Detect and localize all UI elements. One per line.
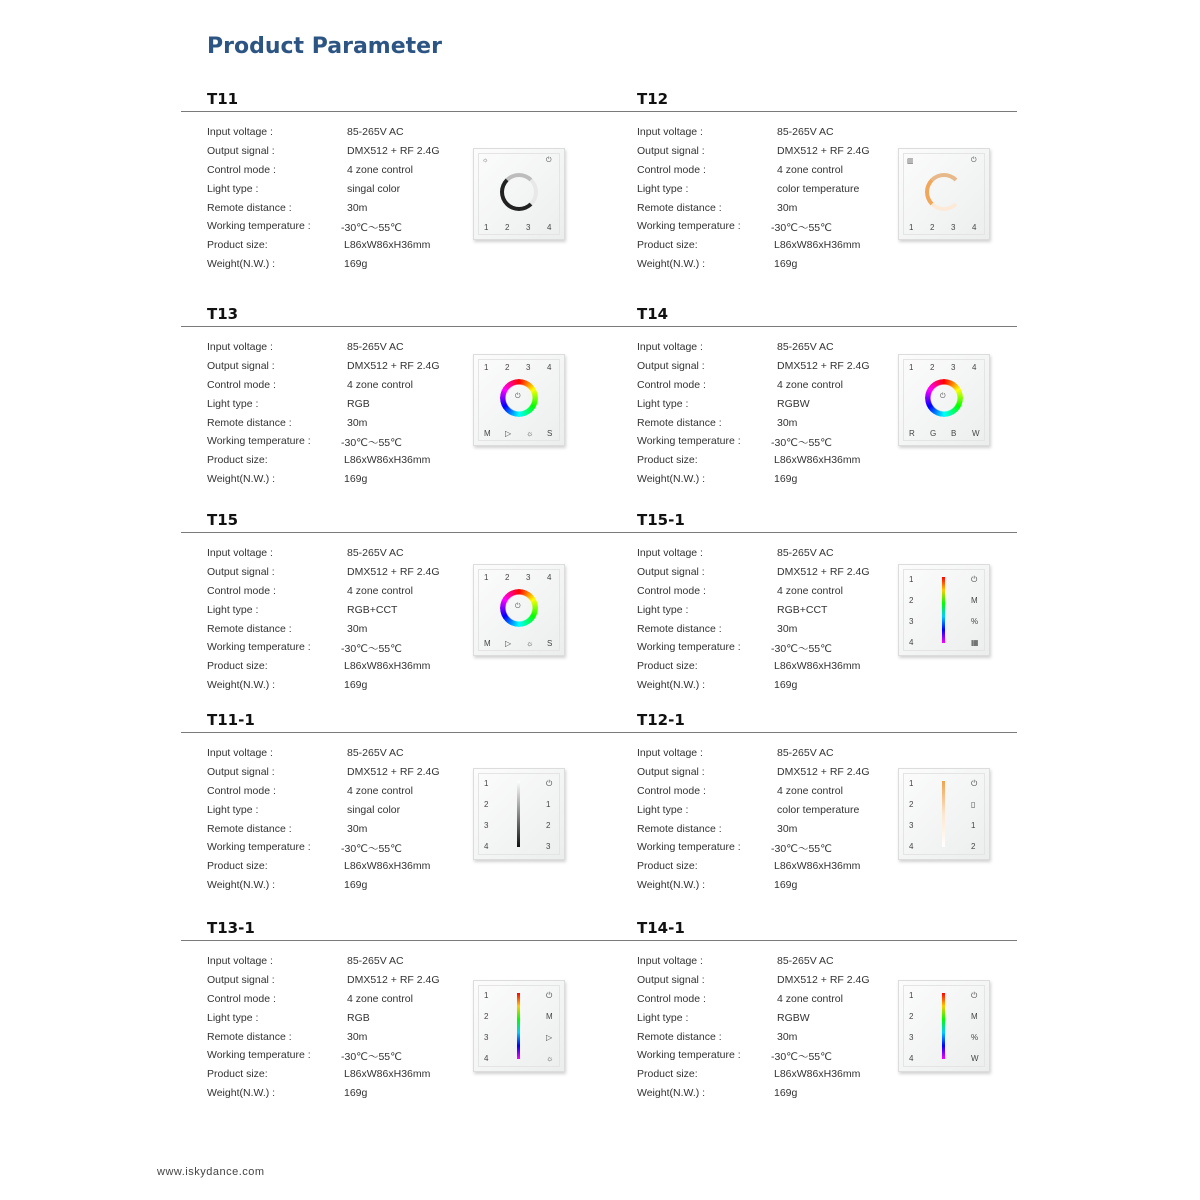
spec-value: 4 zone control [347, 784, 413, 797]
panel-key-label: 1 [971, 821, 976, 830]
spec-value: 4 zone control [777, 992, 843, 1005]
spec-label: Working temperature : [637, 220, 741, 233]
spec-label: Control mode : [207, 992, 276, 1005]
product-model: T14-1 [637, 919, 685, 937]
spec-value: 169g [774, 879, 798, 892]
spec-label: Output signal : [207, 765, 275, 778]
spec-value: L86xW86xH36mm [774, 454, 861, 467]
spec-label: Input voltage : [207, 747, 273, 759]
touch-panel-image [898, 148, 990, 240]
section-divider [611, 732, 1017, 733]
spec-value: L86xW86xH36mm [344, 239, 431, 252]
panel-key-label: 2 [930, 363, 935, 372]
section-divider [181, 532, 611, 533]
spec-label: Working temperature : [637, 435, 741, 448]
spec-label: Output signal : [207, 359, 275, 372]
panel-key-label: 2 [484, 800, 489, 809]
panel-key-label: 4 [972, 223, 977, 232]
slider-bar [517, 993, 520, 1059]
slider-bar [942, 577, 945, 643]
panel-key-label: 1 [909, 991, 914, 1000]
panel-key-label: ▦ [971, 638, 979, 647]
panel-key-label: 1 [909, 575, 914, 584]
panel-key-label: S [547, 429, 553, 438]
spec-label: Remote distance : [637, 1030, 722, 1043]
power-icon: ⏻ [515, 603, 521, 610]
color-wheel-ring [500, 173, 538, 211]
spec-label: Working temperature : [207, 1049, 311, 1062]
spec-label: Remote distance : [207, 622, 292, 635]
panel-key-label: 2 [505, 223, 510, 232]
spec-value: L86xW86xH36mm [344, 860, 431, 873]
spec-value: DMX512 + RF 2.4G [347, 144, 440, 157]
panel-key-label: 2 [546, 821, 551, 830]
spec-label: Control mode : [207, 584, 276, 597]
spec-label: Weight(N.W.) : [637, 679, 706, 692]
panel-key-label: ☼ [526, 429, 534, 438]
spec-label: Light type : [637, 1011, 689, 1024]
product-model: T13-1 [207, 919, 255, 937]
panel-key-label: W [972, 429, 980, 438]
spec-label: Remote distance : [207, 822, 292, 835]
page-title: Product Parameter [207, 34, 442, 59]
spec-value: 85-265V AC [777, 126, 834, 138]
spec-value: 30m [347, 1030, 368, 1043]
spec-value: 4 zone control [777, 378, 843, 391]
spec-label: Input voltage : [637, 955, 703, 967]
touch-panel-image [898, 768, 990, 860]
spec-value: 4 zone control [347, 163, 413, 176]
spec-label: Product size: [637, 454, 698, 467]
spec-label: Output signal : [637, 144, 705, 157]
spec-value: DMX512 + RF 2.4G [777, 359, 870, 372]
spec-value: 30m [347, 822, 368, 835]
panel-key-label: 4 [484, 1054, 489, 1063]
panel-key-label: 3 [909, 617, 914, 626]
spec-value: L86xW86xH36mm [774, 860, 861, 873]
spec-label: Control mode : [207, 378, 276, 391]
spec-label: Remote distance : [637, 416, 722, 429]
spec-value: 85-265V AC [347, 955, 404, 967]
spec-label: Light type : [637, 603, 689, 616]
spec-label: Input voltage : [637, 547, 703, 559]
touch-panel-image [898, 354, 990, 446]
spec-value: 30m [777, 416, 798, 429]
panel-key-label: 1 [484, 223, 489, 232]
spec-label: Control mode : [637, 163, 706, 176]
panel-key-label: M [484, 639, 491, 648]
panel-key-label: ▷ [546, 1033, 553, 1042]
touch-panel-image [473, 354, 565, 446]
spec-label: Weight(N.W.) : [637, 1087, 706, 1100]
panel-key-label: 3 [951, 223, 956, 232]
panel-key-label: 2 [484, 1012, 489, 1021]
spec-value: 30m [347, 201, 368, 214]
spec-label: Weight(N.W.) : [207, 1087, 276, 1100]
spec-value: L86xW86xH36mm [774, 660, 861, 673]
product-model: T15 [207, 511, 239, 529]
panel-key-label: 3 [526, 363, 531, 372]
spec-value: 30m [777, 622, 798, 635]
spec-label: Product size: [637, 660, 698, 673]
spec-value: 85-265V AC [347, 547, 404, 559]
product-model: T11 [207, 90, 239, 108]
spec-label: Working temperature : [637, 841, 741, 854]
spec-label: Input voltage : [207, 547, 273, 559]
panel-key-label: ▯ [971, 800, 976, 809]
spec-label: Weight(N.W.) : [637, 879, 706, 892]
panel-key-label: 3 [546, 842, 551, 851]
panel-key-label: 1 [484, 991, 489, 1000]
slider-bar [942, 993, 945, 1059]
panel-key-label: 3 [951, 363, 956, 372]
spec-value: 169g [774, 473, 798, 486]
panel-key-label: 1 [484, 573, 489, 582]
panel-key-label: 4 [972, 363, 977, 372]
spec-label: Light type : [207, 1011, 259, 1024]
panel-key-label: ▷ [505, 639, 512, 648]
spec-value: 85-265V AC [777, 955, 834, 967]
panel-key-label: 2 [971, 842, 976, 851]
spec-label: Remote distance : [207, 201, 292, 214]
panel-key-label: 1 [909, 779, 914, 788]
panel-key-label: 3 [484, 1033, 489, 1042]
spec-value: DMX512 + RF 2.4G [347, 359, 440, 372]
spec-label: Output signal : [637, 973, 705, 986]
spec-value: singal color [347, 803, 401, 816]
spec-value: 4 zone control [347, 378, 413, 391]
power-icon: ⏻ [940, 393, 946, 400]
panel-key-label: 3 [526, 573, 531, 582]
spec-label: Working temperature : [207, 220, 311, 233]
panel-key-label: 2 [505, 573, 510, 582]
spec-label: Weight(N.W.) : [207, 258, 276, 271]
spec-label: Output signal : [637, 359, 705, 372]
panel-key-label: 1 [484, 779, 489, 788]
panel-key-label: 2 [909, 1012, 914, 1021]
spec-label: Control mode : [637, 992, 706, 1005]
panel-key-label: M [971, 1012, 978, 1021]
spec-label: Input voltage : [207, 341, 273, 353]
spec-value: L86xW86xH36mm [774, 1068, 861, 1081]
panel-key-label: 4 [547, 573, 552, 582]
panel-key-label: ⏻ [546, 779, 553, 788]
panel-key-label: ☼ [546, 1054, 554, 1063]
spec-label: Weight(N.W.) : [207, 879, 276, 892]
panel-key-label: 4 [547, 363, 552, 372]
spec-label: Weight(N.W.) : [637, 258, 706, 271]
power-icon: ⏻ [971, 157, 977, 164]
panel-key-label: B [951, 429, 957, 438]
spec-label: Input voltage : [207, 126, 273, 138]
section-divider [181, 111, 611, 112]
spec-value: 4 zone control [777, 784, 843, 797]
product-model: T12-1 [637, 711, 685, 729]
spec-value: -30℃～55℃ [341, 843, 402, 856]
spec-value: 30m [347, 416, 368, 429]
spec-value: RGBW [777, 1011, 810, 1024]
panel-key-label: S [547, 639, 553, 648]
spec-value: 4 zone control [347, 584, 413, 597]
spec-value: RGB+CCT [777, 603, 828, 616]
spec-value: 169g [344, 879, 368, 892]
panel-key-label: 1 [909, 363, 914, 372]
spec-label: Output signal : [637, 565, 705, 578]
spec-value: RGB [347, 397, 370, 410]
spec-value: 30m [777, 822, 798, 835]
panel-key-label: ⏻ [971, 991, 978, 1000]
section-divider [611, 532, 1017, 533]
section-divider [181, 326, 611, 327]
panel-key-label: 1 [909, 223, 914, 232]
spec-value: color temperature [777, 803, 860, 816]
spec-label: Control mode : [207, 163, 276, 176]
panel-key-label: 2 [930, 223, 935, 232]
product-model: T12 [637, 90, 669, 108]
section-divider [611, 326, 1017, 327]
panel-key-label: M [546, 1012, 553, 1021]
spec-value: RGB+CCT [347, 603, 398, 616]
spec-label: Input voltage : [207, 955, 273, 967]
spec-value: -30℃～55℃ [771, 437, 832, 450]
section-divider [181, 732, 611, 733]
spec-label: Light type : [207, 397, 259, 410]
panel-key-label: 2 [909, 596, 914, 605]
panel-key-label: 1 [546, 800, 551, 809]
spec-value: 169g [344, 258, 368, 271]
spec-label: Light type : [637, 182, 689, 195]
spec-label: Working temperature : [637, 1049, 741, 1062]
spec-value: 30m [347, 622, 368, 635]
spec-value: L86xW86xH36mm [344, 1068, 431, 1081]
spec-label: Output signal : [207, 144, 275, 157]
panel-key-label: % [971, 617, 979, 626]
touch-panel-image [898, 980, 990, 1072]
spec-label: Output signal : [207, 565, 275, 578]
spec-label: Remote distance : [637, 822, 722, 835]
footer-website[interactable]: www.iskydance.com [157, 1166, 265, 1178]
panel-key-label: % [971, 1033, 979, 1042]
spec-value: -30℃～55℃ [771, 643, 832, 656]
spec-label: Product size: [637, 860, 698, 873]
spec-value: DMX512 + RF 2.4G [347, 973, 440, 986]
spec-value: color temperature [777, 182, 860, 195]
panel-key-label: 4 [909, 1054, 914, 1063]
panel-key-label: G [930, 429, 937, 438]
spec-label: Working temperature : [207, 641, 311, 654]
spec-value: 30m [777, 201, 798, 214]
spec-label: Output signal : [637, 765, 705, 778]
panel-key-label: 4 [909, 638, 914, 647]
spec-label: Product size: [637, 1068, 698, 1081]
spec-value: DMX512 + RF 2.4G [777, 565, 870, 578]
product-model: T15-1 [637, 511, 685, 529]
spec-value: 4 zone control [347, 992, 413, 1005]
spec-value: 85-265V AC [347, 341, 404, 353]
spec-value: RGBW [777, 397, 810, 410]
panel-key-label: 4 [484, 842, 489, 851]
panel-key-label: ⏻ [971, 779, 978, 788]
panel-key-label: 2 [505, 363, 510, 372]
spec-label: Remote distance : [637, 622, 722, 635]
spec-label: Working temperature : [207, 435, 311, 448]
spec-value: L86xW86xH36mm [344, 454, 431, 467]
spec-value: -30℃～55℃ [771, 222, 832, 235]
spec-label: Remote distance : [207, 1030, 292, 1043]
spec-value: -30℃～55℃ [341, 643, 402, 656]
spec-value: DMX512 + RF 2.4G [777, 144, 870, 157]
spec-label: Remote distance : [207, 416, 292, 429]
spec-value: 169g [344, 1087, 368, 1100]
spec-label: Input voltage : [637, 747, 703, 759]
spec-value: 85-265V AC [777, 547, 834, 559]
spec-label: Light type : [207, 803, 259, 816]
spec-value: RGB [347, 1011, 370, 1024]
panel-key-label: 4 [909, 842, 914, 851]
panel-key-label: W [971, 1054, 979, 1063]
spec-label: Product size: [637, 239, 698, 252]
panel-key-label: 3 [484, 821, 489, 830]
panel-key-label: 3 [526, 223, 531, 232]
spec-label: Light type : [207, 603, 259, 616]
panel-key-label: M [971, 596, 978, 605]
spec-value: -30℃～55℃ [771, 843, 832, 856]
spec-label: Weight(N.W.) : [207, 679, 276, 692]
spec-label: Control mode : [637, 378, 706, 391]
touch-panel-image [473, 768, 565, 860]
spec-label: Light type : [637, 397, 689, 410]
spec-value: DMX512 + RF 2.4G [347, 565, 440, 578]
section-divider [181, 940, 611, 941]
touch-panel-image [473, 148, 565, 240]
product-model: T14 [637, 305, 669, 323]
panel-key-label: 3 [909, 1033, 914, 1042]
panel-key-label: ☼ [526, 639, 534, 648]
cct-icon: ▥ [907, 158, 914, 165]
spec-value: 30m [777, 1030, 798, 1043]
touch-panel-image [473, 980, 565, 1072]
power-icon: ⏻ [515, 393, 521, 400]
spec-value: DMX512 + RF 2.4G [777, 765, 870, 778]
spec-label: Light type : [637, 803, 689, 816]
section-divider [611, 111, 1017, 112]
spec-label: Control mode : [637, 784, 706, 797]
power-icon: ⏻ [546, 157, 552, 164]
spec-label: Product size: [207, 860, 268, 873]
panel-key-label: 2 [909, 800, 914, 809]
spec-value: 169g [344, 679, 368, 692]
panel-key-label: ⏻ [971, 575, 978, 584]
spec-value: 169g [774, 258, 798, 271]
spec-value: 169g [774, 679, 798, 692]
spec-value: 169g [344, 473, 368, 486]
spec-value: -30℃～55℃ [341, 437, 402, 450]
spec-label: Working temperature : [207, 841, 311, 854]
spec-value: -30℃～55℃ [341, 222, 402, 235]
spec-value: 85-265V AC [777, 747, 834, 759]
spec-label: Control mode : [637, 584, 706, 597]
product-model: T11-1 [207, 711, 255, 729]
spec-value: 85-265V AC [777, 341, 834, 353]
spec-value: singal color [347, 182, 401, 195]
panel-key-label: R [909, 429, 915, 438]
spec-label: Remote distance : [637, 201, 722, 214]
spec-label: Light type : [207, 182, 259, 195]
spec-label: Input voltage : [637, 341, 703, 353]
panel-key-label: M [484, 429, 491, 438]
spec-value: DMX512 + RF 2.4G [777, 973, 870, 986]
spec-label: Control mode : [207, 784, 276, 797]
spec-label: Product size: [207, 454, 268, 467]
spec-value: -30℃～55℃ [341, 1051, 402, 1064]
spec-label: Output signal : [207, 973, 275, 986]
spec-label: Product size: [207, 660, 268, 673]
spec-value: L86xW86xH36mm [774, 239, 861, 252]
color-wheel-ring [925, 173, 963, 211]
spec-label: Weight(N.W.) : [207, 473, 276, 486]
brightness-icon: ☼ [482, 157, 489, 164]
spec-label: Weight(N.W.) : [637, 473, 706, 486]
spec-value: 85-265V AC [347, 747, 404, 759]
spec-label: Working temperature : [637, 641, 741, 654]
spec-value: DMX512 + RF 2.4G [347, 765, 440, 778]
panel-key-label: 3 [909, 821, 914, 830]
touch-panel-image [473, 564, 565, 656]
spec-value: -30℃～55℃ [771, 1051, 832, 1064]
touch-panel-image [898, 564, 990, 656]
spec-label: Product size: [207, 1068, 268, 1081]
spec-label: Product size: [207, 239, 268, 252]
spec-label: Input voltage : [637, 126, 703, 138]
panel-key-label: ⏻ [546, 991, 553, 1000]
slider-bar [517, 781, 520, 847]
panel-key-label: 4 [547, 223, 552, 232]
spec-value: 169g [774, 1087, 798, 1100]
spec-value: 85-265V AC [347, 126, 404, 138]
section-divider [611, 940, 1017, 941]
panel-key-label: ▷ [505, 429, 512, 438]
slider-bar [942, 781, 945, 847]
spec-value: 4 zone control [777, 163, 843, 176]
spec-value: 4 zone control [777, 584, 843, 597]
spec-value: L86xW86xH36mm [344, 660, 431, 673]
panel-key-label: 1 [484, 363, 489, 372]
product-model: T13 [207, 305, 239, 323]
